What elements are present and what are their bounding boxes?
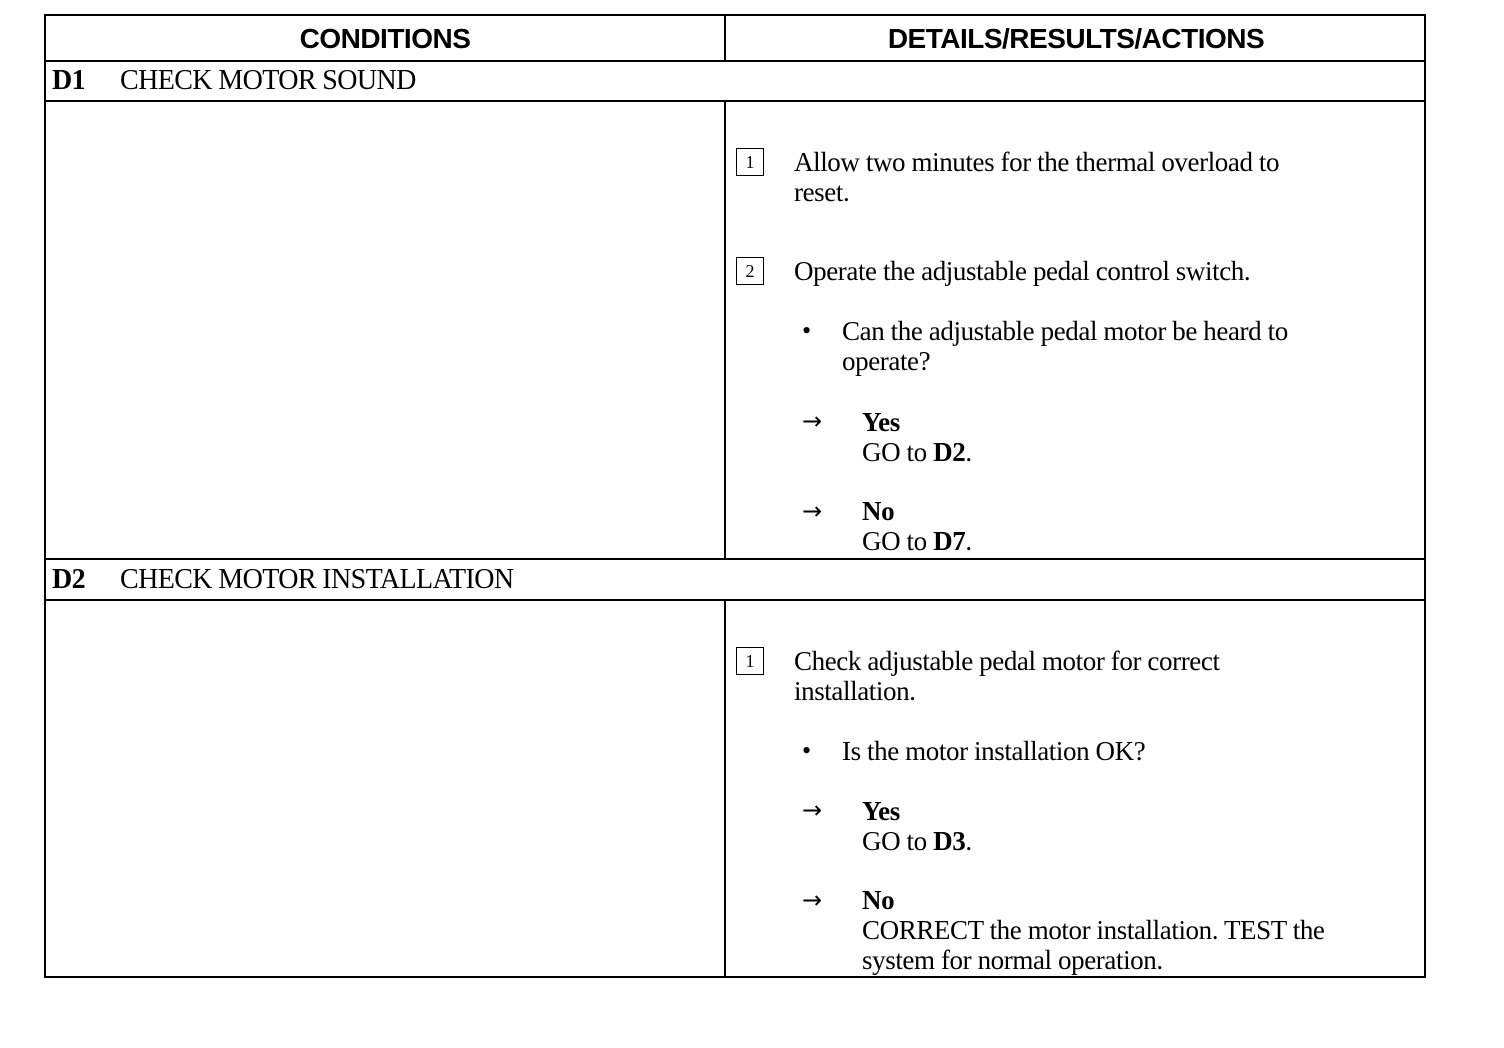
d1-step2-text: Operate the adjustable pedal control switch. [794, 256, 1251, 286]
d2-yes-action [862, 826, 972, 856]
d2-yes-branch [862, 796, 972, 856]
d2-yes-period: . [965, 826, 972, 856]
d1-yes-period: . [965, 437, 972, 467]
d1-no-arrow-icon: → [802, 497, 823, 525]
d2-code: D2 [52, 564, 86, 595]
d2-step1-line2: installation. [794, 676, 916, 706]
d1-step1-text [794, 147, 1279, 207]
conditions-header: CONDITIONS [299, 23, 471, 54]
d2-no-label: No [862, 885, 895, 915]
d2-yes-arrow-icon: → [802, 796, 823, 824]
d1-question [842, 316, 1288, 376]
d1-question-line1: Can the adjustable pedal motor be heard to [842, 316, 1288, 346]
d1-question-line2: operate? [842, 346, 931, 376]
d1-yes-action [862, 437, 972, 467]
header-column-divider [724, 16, 726, 62]
d2-step1-text [794, 646, 1220, 706]
d1-no-branch [862, 496, 972, 556]
d2-yes-label: Yes [862, 796, 900, 826]
d2-question-bullet: • [802, 736, 812, 765]
d1-yes-branch [862, 407, 972, 467]
d1-no-period: . [965, 526, 972, 556]
d1-no-prefix: GO to [862, 526, 934, 556]
d1-title: CHECK MOTOR SOUND [120, 65, 416, 96]
d1-column-divider [724, 100, 726, 560]
d1-step-title [52, 61, 416, 101]
d1-step1-line1: Allow two minutes for the thermal overload to [794, 147, 1280, 177]
d1-step2-number: 2 [736, 257, 764, 285]
d1-code: D1 [52, 65, 86, 96]
d2-yes-prefix: GO to [862, 826, 934, 856]
d1-step1-number: 1 [736, 148, 764, 176]
d2-no-action-line2: system for normal operation. [862, 945, 1163, 975]
details-header: DETAILS/RESULTS/ACTIONS [887, 23, 1265, 54]
d2-no-action-line1: CORRECT the motor installation. TEST the [862, 915, 1325, 945]
d1-step1-line2: reset. [794, 177, 850, 207]
d1-yes-arrow-icon: → [802, 407, 823, 435]
d1-question-bullet: • [802, 316, 812, 345]
d2-column-divider [724, 599, 726, 978]
d2-step1-line1: Check adjustable pedal motor for correct [794, 646, 1220, 676]
d2-title: CHECK MOTOR INSTALLATION [120, 564, 514, 595]
d1-yes-target: D2 [933, 437, 966, 467]
d2-no-branch [862, 885, 1325, 975]
diagnostic-table [44, 14, 1426, 978]
d1-yes-prefix: GO to [862, 437, 934, 467]
d2-question: Is the motor installation OK? [842, 736, 1146, 766]
d1-yes-label: Yes [862, 407, 900, 437]
d2-step-title [52, 560, 514, 600]
d1-no-action [862, 526, 972, 556]
d2-yes-target: D3 [933, 826, 966, 856]
d1-no-target: D7 [933, 526, 966, 556]
d2-no-arrow-icon: → [802, 886, 823, 914]
d2-step1-number: 1 [736, 647, 764, 675]
d1-no-label: No [862, 496, 895, 526]
